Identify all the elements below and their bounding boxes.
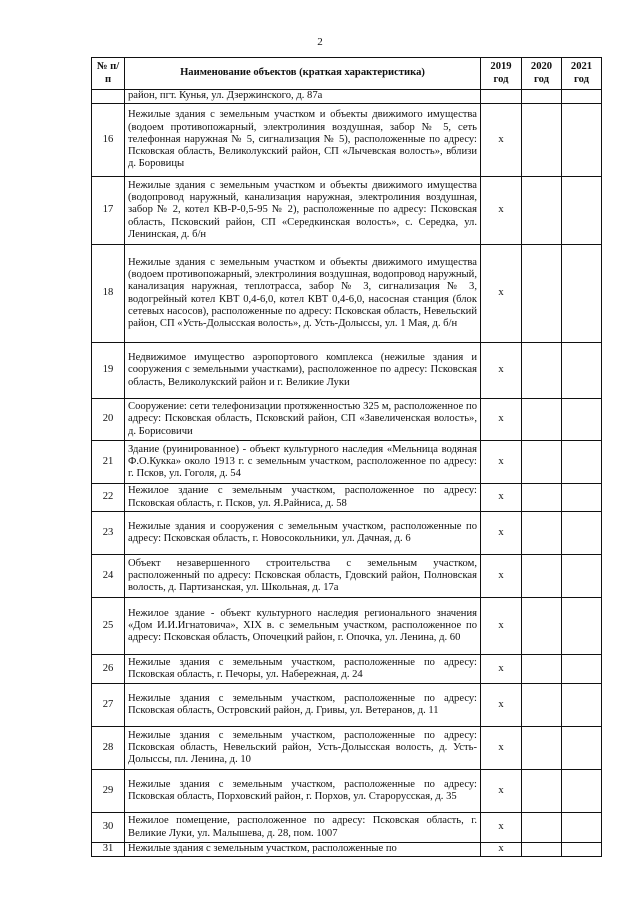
row-number: 16 (92, 104, 125, 177)
row-2020 (522, 555, 562, 598)
table-row (92, 813, 602, 843)
row-2020 (522, 813, 562, 843)
row-description: Объект незавершенного строительства с земельным участком, расположенный по адресу: Псковская область, Гдовский район, Полновская волость, д. Партизанская, ул. Школьная, д. 17а (125, 555, 481, 598)
row-2019: x (481, 343, 522, 399)
row-description: Сооружение: сети телефонизации протяженностью 325 м, расположенное по адресу: Псковская область, Псковский район, СП «Завеличенская волость», д. Борисовичи (125, 399, 481, 441)
row-number (92, 90, 125, 104)
row-2020 (522, 843, 562, 857)
table-row (92, 655, 602, 684)
row-number: 30 (92, 813, 125, 843)
row-number: 29 (92, 770, 125, 813)
table-row (92, 441, 602, 484)
row-2021 (562, 843, 602, 857)
row-2021 (562, 555, 602, 598)
table-row (92, 177, 602, 245)
row-2020 (522, 512, 562, 555)
row-2019: x (481, 727, 522, 770)
header-name: Наименование объектов (краткая характеристика) (125, 58, 481, 90)
table-row (92, 843, 602, 857)
table-row (92, 684, 602, 727)
row-2020 (522, 90, 562, 104)
table-row (92, 598, 602, 655)
row-2020 (522, 104, 562, 177)
row-description: Нежилые здания с земельным участком и объекты движимого имущества (водоем противопожарный, электролиния воздушная, водопровод наружный, канализация наружная, теплотрасса, забор № 3, сигнализация № 3, водогрейный котел КВТ 0,4-6,0, котел КВТ 0,4-6,0, насосная станция (блок сетевых насосов), расположенные по адресу: Псковская область, Невельский район, СП «Усть-Долысская волость», д. Усть-Долыссы, ул. 1 Мая, д. б/н (125, 245, 481, 343)
row-2019: x (481, 104, 522, 177)
row-number: 20 (92, 399, 125, 441)
row-description: Нежилое здание с земельным участком, расположенное по адресу: Псковская область, г. Псков, ул. Я.Райниса, д. 58 (125, 484, 481, 512)
row-2020 (522, 770, 562, 813)
row-2019: x (481, 555, 522, 598)
row-description: Нежилые здания с земельным участком, расположенные по адресу: Псковская область, Островский район, д. Гривы, ул. Ветеранов, д. 11 (125, 684, 481, 727)
row-2021 (562, 727, 602, 770)
row-2019: x (481, 245, 522, 343)
row-description: Нежилые здания с земельным участком, расположенные по (125, 843, 481, 857)
row-2021 (562, 343, 602, 399)
row-2019: x (481, 843, 522, 857)
row-number: 18 (92, 245, 125, 343)
table-row (92, 343, 602, 399)
row-2021 (562, 90, 602, 104)
table-row (92, 484, 602, 512)
row-number: 23 (92, 512, 125, 555)
row-2021 (562, 655, 602, 684)
row-2019: x (481, 399, 522, 441)
table-row (92, 727, 602, 770)
row-2019: x (481, 484, 522, 512)
row-description: Нежилые здания с земельным участком, расположенные по адресу: Псковская область, Порховский район, г. Порхов, ул. Старорусская, д. 35 (125, 770, 481, 813)
row-number: 21 (92, 441, 125, 484)
row-2020 (522, 655, 562, 684)
table-row (92, 512, 602, 555)
table-row (92, 399, 602, 441)
row-2019: x (481, 770, 522, 813)
row-2020 (522, 343, 562, 399)
row-description: Здание (руинированное) - объект культурного наследия «Мельница водяная Ф.О.Кукка» около 1913 г. с земельным участком, расположенное по адресу: г. Псков, ул. Гоголя, д. 54 (125, 441, 481, 484)
row-2021 (562, 813, 602, 843)
row-description: район, пгт. Кунья, ул. Дзержинского, д. 87а (125, 90, 481, 104)
row-2021 (562, 598, 602, 655)
header-2021: 2021 год (562, 58, 602, 90)
row-number: 17 (92, 177, 125, 245)
table-row (92, 90, 602, 104)
table-row (92, 770, 602, 813)
row-2020 (522, 441, 562, 484)
header-2019: 2019 год (481, 58, 522, 90)
row-2021 (562, 684, 602, 727)
row-2020 (522, 177, 562, 245)
table-row (92, 104, 602, 177)
row-description: Нежилое помещение, расположенное по адресу: Псковская область, г. Великие Луки, ул. Малышева, д. 28, пом. 1007 (125, 813, 481, 843)
row-2019 (481, 90, 522, 104)
table-row (92, 245, 602, 343)
row-number: 24 (92, 555, 125, 598)
row-number: 27 (92, 684, 125, 727)
row-2021 (562, 245, 602, 343)
row-2020 (522, 684, 562, 727)
row-2020 (522, 245, 562, 343)
row-2019: x (481, 598, 522, 655)
row-2020 (522, 399, 562, 441)
row-2019: x (481, 177, 522, 245)
header-num: № п/п (92, 58, 125, 90)
row-number: 19 (92, 343, 125, 399)
row-number: 25 (92, 598, 125, 655)
row-description: Нежилые здания и сооружения с земельным участком, расположенные по адресу: Псковская область, г. Новосокольники, ул. Дачная, д. 6 (125, 512, 481, 555)
row-2021 (562, 441, 602, 484)
row-number: 28 (92, 727, 125, 770)
row-number: 26 (92, 655, 125, 684)
row-2021 (562, 512, 602, 555)
row-number: 31 (92, 843, 125, 857)
row-2019: x (481, 441, 522, 484)
row-2021 (562, 484, 602, 512)
row-2020 (522, 484, 562, 512)
page-number: 2 (317, 36, 323, 48)
row-2019: x (481, 813, 522, 843)
table-row (92, 555, 602, 598)
objects-table (91, 57, 602, 857)
row-2020 (522, 727, 562, 770)
header-2020: 2020 год (522, 58, 562, 90)
row-2021 (562, 177, 602, 245)
row-description: Нежилые здания с земельным участком и объекты движимого имущества (водоем противопожарный, электролиния воздушная, забор № 5, сеть телефонная наружная № 5, сигнализация № 5), расположенные по адресу: Псковская область, Великолукский район, СП «Лычевская волость», вблизи д. Боровицы (125, 104, 481, 177)
row-description: Нежилые здания с земельным участком, расположенные по адресу: Псковская область, г. Печоры, ул. Набережная, д. 24 (125, 655, 481, 684)
row-2020 (522, 598, 562, 655)
row-description: Недвижимое имущество аэропортового комплекса (нежилые здания и сооружения с земельными участками), расположенное по адресу: Псковская область, Великолукский район и г. Великие Луки (125, 343, 481, 399)
row-description: Нежилое здание - объект культурного наследия регионального значения «Дом И.И.Игнатовича», XIX в. с земельным участком, расположенное по адресу: Псковская область, Опочецкий район, г. Опочка, ул. Ленина, д. 60 (125, 598, 481, 655)
row-2021 (562, 770, 602, 813)
row-2019: x (481, 684, 522, 727)
row-2019: x (481, 512, 522, 555)
row-number: 22 (92, 484, 125, 512)
row-description: Нежилые здания с земельным участком, расположенные по адресу: Псковская область, Невельский район, Усть-Долысская волость, д. Усть-Долыссы, пл. Ленина, д. 10 (125, 727, 481, 770)
row-2021 (562, 399, 602, 441)
row-2021 (562, 104, 602, 177)
table-header-row (92, 58, 602, 90)
row-2019: x (481, 655, 522, 684)
row-description: Нежилые здания с земельным участком и объекты движимого имущества (водопровод наружный, канализация наружная, электролиния воздушная, забор № 2, котел КВ-Р-0,5-95 № 2), расположенные по адресу: Псковская область, Псковский район, СП «Середкинская волость», с. Середка, ул. Ленинская, д. б/н (125, 177, 481, 245)
